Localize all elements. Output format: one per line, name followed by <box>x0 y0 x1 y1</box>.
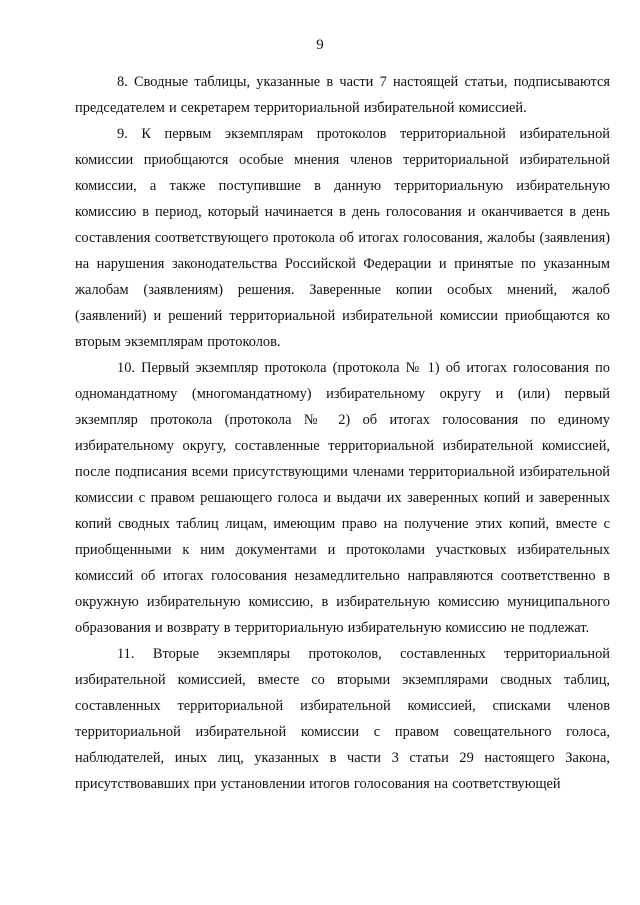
page-number: 9 <box>316 37 324 53</box>
paragraph-9: 9. К первым экземплярам протоколов территориальной избирательной комиссии приобщаются особые мнения членов территориальной избирательной комиссии, а также поступившие в данную территориальную избирательную комиссию в период, который начинается в день голосования и оканчивается в день составления соответствующего протокола об итогах голосования, жалобы (заявления) на нарушения законодательства Российской Федерации и принятые по указанным жалобам (заявлениям) решения. Заверенные копии особых мнений, жалоб (заявлений) и решений территориальной избирательной комиссии приобщаются ко вторым экземплярам протоколов. <box>75 126 610 350</box>
paragraph-8: 8. Сводные таблицы, указанные в части 7 настоящей статьи, подписываются председателем и секретарем территориальной избирательной комиссией. <box>75 74 610 116</box>
paragraph-11: 11. Вторые экземпляры протоколов, составленных территориальной избирательной комиссией, вместе со вторыми экземплярами сводных таблиц, составленных территориальной избирательной комиссией, списками членов территориальной избирательной комиссии с правом совещательного голоса, наблюдателей, иных лиц, указанных в части 3 статьи 29 настоящего Закона, присутствовавших при установлении итогов голосования на соответствующей <box>75 646 610 792</box>
document-body <box>75 69 610 797</box>
paragraph-10: 10. Первый экземпляр протокола (протокола № 1) об итогах голосования по одномандатному (многомандатному) избирательному округу и (или) первый экземпляр протокола (протокола № 2) об итогах голосования по единому избирательному округу, составленные территориальной избирательной комиссией, после подписания всеми присутствующими членами территориальной избирательной комиссии с правом решающего голоса и выдачи их заверенных копий и заверенных копий сводных таблиц лицам, имеющим право на получение этих копий, вместе с приобщенными к ним документами и протоколами участковых избирательных комиссий об итогах голосования незамедлительно направляются соответственно в окружную избирательную комиссию, в избирательную комиссию муниципального образования и возврату в территориальную избирательную комиссию не подлежат. <box>75 360 610 636</box>
